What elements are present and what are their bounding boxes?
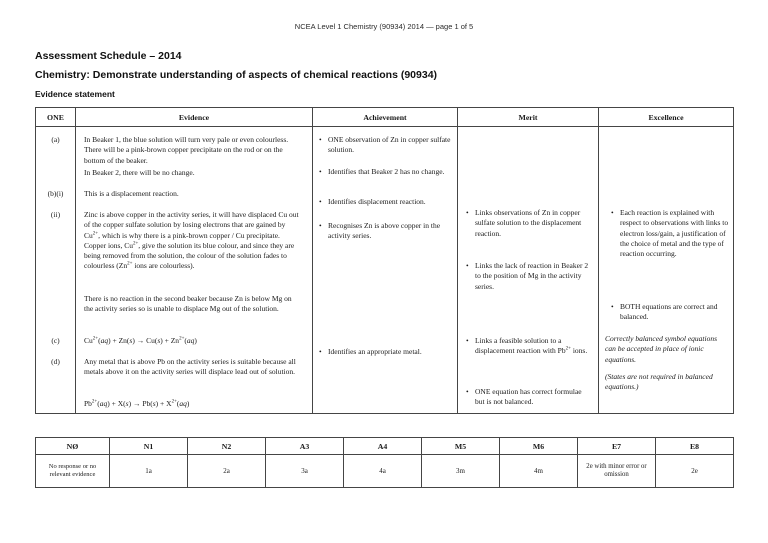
- excellence-bullet: • Each reaction is explained with respect to observations with links to electron loss/gain, a justification of the choice of metal and the type of reaction occurring.: [611, 208, 729, 259]
- grade-value-e8: 2e: [656, 455, 734, 488]
- grade-value-n1: 1a: [110, 455, 188, 488]
- page-subtitle: Chemistry: Demonstrate understanding of aspects of chemical reactions (90934): [35, 69, 438, 81]
- grade-value-e7: 2e with minor error or omission: [578, 455, 656, 488]
- grade-cutoff-table: [35, 437, 734, 488]
- merit-bullet: • Links a feasible solution to a displacement reaction with $Pb^{2+}$ ions.: [466, 336, 593, 357]
- achievement-bullet: • Identifies displacement reaction.: [319, 197, 451, 207]
- merit-cell: [458, 127, 599, 414]
- grade-values-row: [36, 455, 734, 488]
- grade-value-a4: 4a: [344, 455, 422, 488]
- col-header-one: ONE: [36, 108, 76, 127]
- evidence-cell: [76, 127, 313, 414]
- grade-header-m6: M6: [500, 438, 578, 455]
- evidence-table-body-row: [36, 127, 734, 414]
- grade-header-n0: NØ: [36, 438, 110, 455]
- page-title: Assessment Schedule – 2014: [35, 50, 182, 62]
- grade-header-n2: N2: [188, 438, 266, 455]
- page-header: NCEA Level 1 Chemistry (90934) 2014 — page 1 of 5: [294, 22, 474, 31]
- col-header-excellence: Excellence: [599, 108, 734, 127]
- excellence-bullet: • BOTH equations are correct and balanced.: [611, 302, 729, 323]
- row-label-ii: (ii): [50, 210, 61, 219]
- excellence-cell: [599, 127, 734, 414]
- grade-value-m6: 4m: [500, 455, 578, 488]
- grade-value-n0: No response or no relevant evidence: [36, 455, 110, 488]
- excellence-note: Correctly balanced symbol equations can be accepted in place of ionic equations.: [605, 334, 717, 364]
- grade-value-n2: 2a: [188, 455, 266, 488]
- grade-header-a4: A4: [344, 438, 422, 455]
- evidence-paragraph: In Beaker 2, there will be no change.: [84, 168, 195, 177]
- evidence-paragraph: Any metal that is above Pb on the activity series is suitable because all metals above it on the activity series will displace lead out of solution.: [84, 357, 296, 377]
- chemical-equation: $Cu^{2+}(aq) + Zn(s) \to Cu(s) + Zn^{2+}(aq)$: [84, 336, 197, 345]
- grade-header-e7: E7: [578, 438, 656, 455]
- col-header-merit: Merit: [458, 108, 599, 127]
- excellence-note: (States are not required in balanced equations.): [605, 372, 713, 392]
- achievement-cell: [313, 127, 458, 414]
- evidence-paragraph: This is a displacement reaction.: [84, 189, 179, 198]
- grade-header-row: [36, 438, 734, 455]
- row-label-d: (d): [51, 357, 60, 366]
- row-label-a: (a): [51, 135, 60, 144]
- evidence-table-header-row: [36, 108, 734, 127]
- row-labels-cell: [36, 127, 76, 414]
- grade-value-m5: 3m: [422, 455, 500, 488]
- col-header-achievement: Achievement: [313, 108, 458, 127]
- achievement-bullet: • Recognises Zn is above copper in the activity series.: [319, 221, 451, 242]
- achievement-bullet: • Identifies that Beaker 2 has no change.: [319, 167, 451, 177]
- grade-header-a3: A3: [266, 438, 344, 455]
- achievement-bullet: • ONE observation of Zn in copper sulfate solution.: [319, 135, 451, 156]
- merit-bullet: • ONE equation has correct formulae but is not balanced.: [466, 387, 593, 408]
- row-label-c: (c): [51, 336, 60, 345]
- grade-header-n1: N1: [110, 438, 188, 455]
- col-header-evidence: Evidence: [76, 108, 313, 127]
- merit-bullet: • Links the lack of reaction in Beaker 2 to the position of Mg in the activity series.: [466, 261, 593, 292]
- chemical-equation: $Pb^{2+}(aq) + X(s) \to Pb(s) + X^{2+}(aq)$: [84, 399, 190, 408]
- merit-bullet: • Links observations of Zn in copper sulfate solution to the displacement reaction.: [466, 208, 593, 239]
- grade-header-m5: M5: [422, 438, 500, 455]
- evidence-paragraph: Zinc is above copper in the activity series, it will have displaced Cu out of the copper sulfate solution by losing electrons that are gained by $Cu^{2+}$, which is why there is a pink-brown copper / Cu precipitate. Copper ions, $Cu^{2+}$, give the solution its blue colour, and since they are being removed from the solution, the colour of the solution fades to colourless ($Zn^{2+}$ ions are colourless).: [84, 210, 299, 271]
- evidence-paragraph: There is no reaction in the second beaker because Zn is below Mg on the activity series so is unable to displace Mg out of the solution.: [84, 294, 292, 314]
- evidence-paragraph: In Beaker 1, the blue solution will turn very pale or even colourless. There will be a pink-brown copper precipitate on the rod or on the bottom of the beaker.: [84, 135, 289, 165]
- grade-header-e8: E8: [656, 438, 734, 455]
- grade-value-a3: 3a: [266, 455, 344, 488]
- achievement-bullet: • Identifies an appropriate metal.: [319, 347, 451, 357]
- section-heading: Evidence statement: [35, 89, 115, 99]
- evidence-table: [35, 107, 734, 414]
- row-label-bi: (b)(i): [47, 189, 64, 198]
